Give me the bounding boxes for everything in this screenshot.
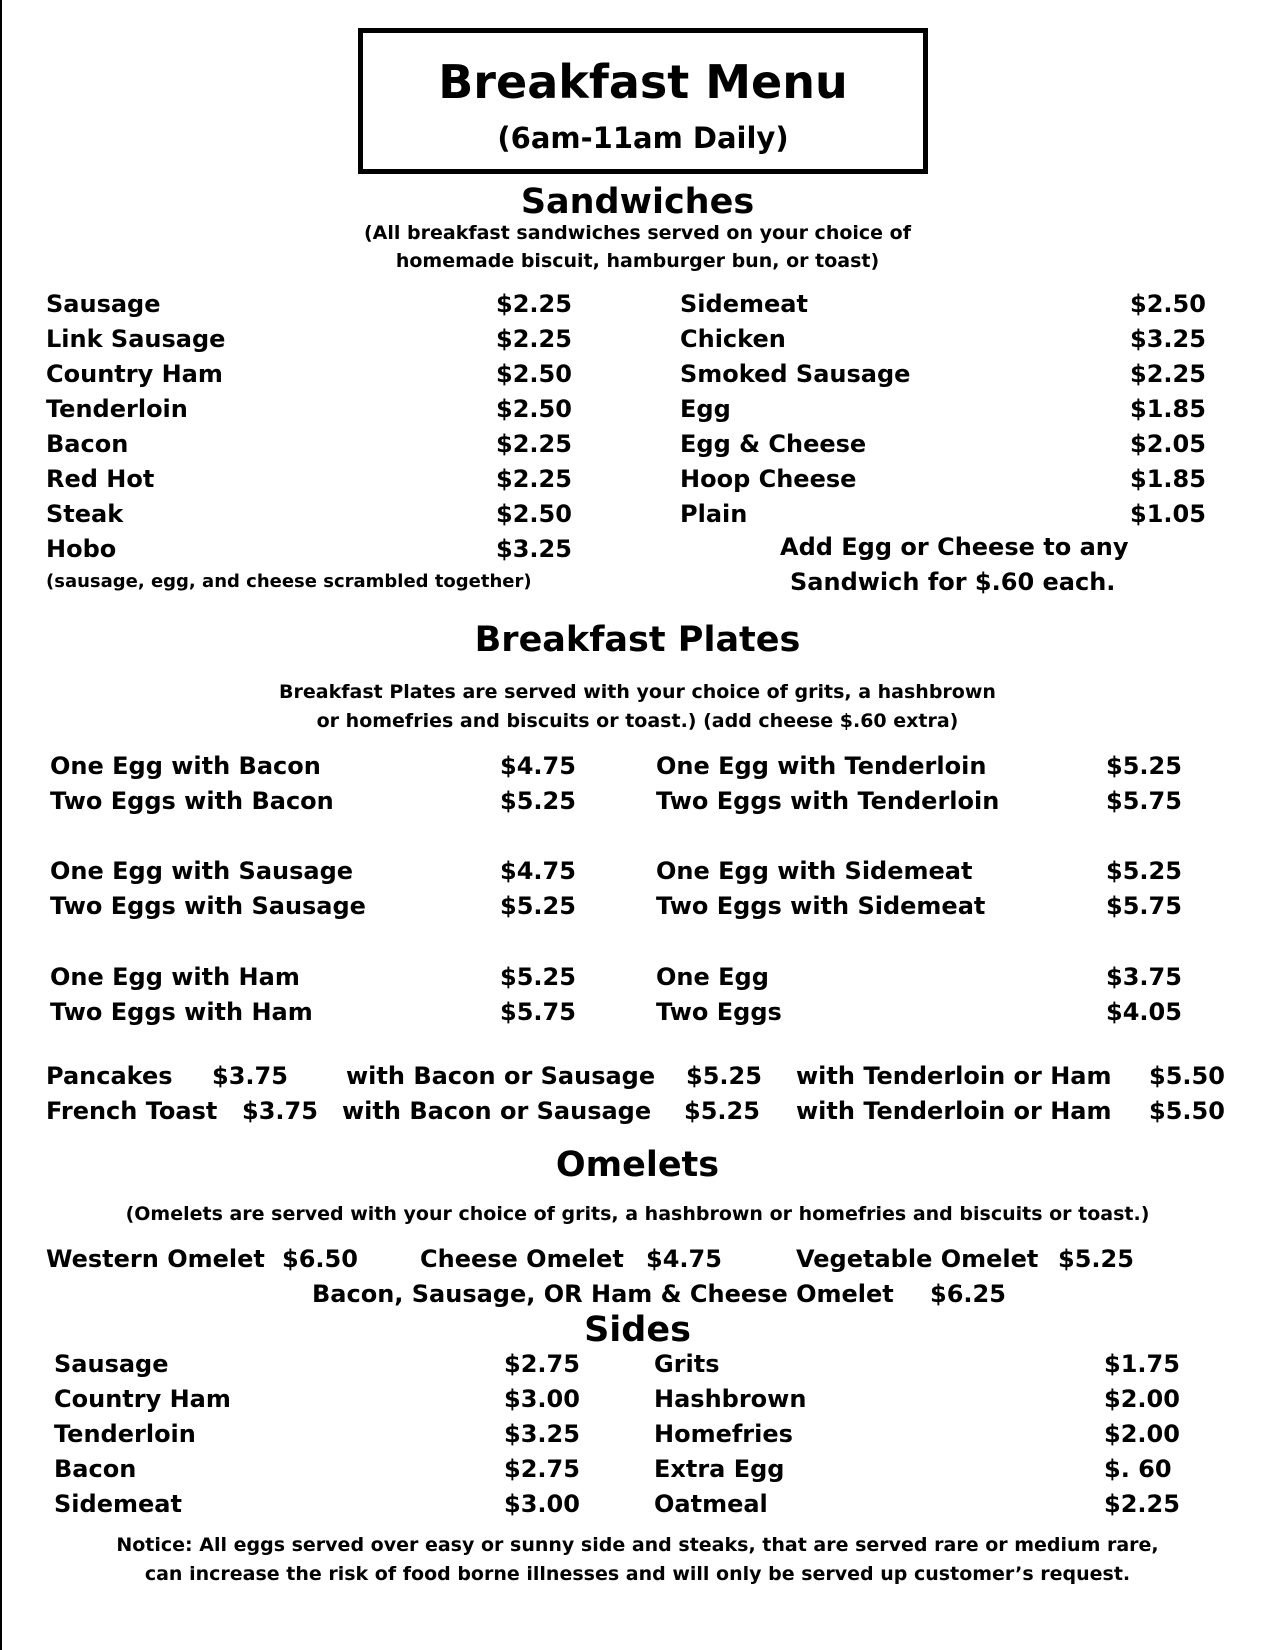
sandwich-price: $2.50 — [496, 360, 572, 388]
sandwich-name: Link Sausage — [46, 325, 226, 353]
side-name: Bacon — [54, 1455, 137, 1483]
plate-name: Two Eggs with Ham — [50, 998, 313, 1026]
pancakes-option-1-price: $5.25 — [686, 1062, 762, 1090]
sandwich-price: $3.25 — [1130, 325, 1206, 353]
french-toast-name: French Toast — [46, 1097, 218, 1125]
french-toast-price: $3.75 — [242, 1097, 318, 1125]
sandwich-price: $2.25 — [1130, 360, 1206, 388]
french-toast-option-2-price: $5.50 — [1149, 1097, 1225, 1125]
plates-heading: Breakfast Plates — [474, 620, 801, 660]
omelet-name: Bacon, Sausage, OR Ham & Cheese Omelet — [312, 1280, 894, 1308]
side-name: Sausage — [54, 1350, 169, 1378]
sandwich-price: $1.85 — [1130, 465, 1206, 493]
sandwich-price: $2.50 — [496, 500, 572, 528]
omelet-price: $4.75 — [646, 1245, 722, 1273]
sandwiches-note-1: (All breakfast sandwiches served on your choice of — [364, 222, 911, 244]
title-box — [358, 28, 928, 174]
plate-name: One Egg with Ham — [50, 963, 300, 991]
omelet-name: Western Omelet — [46, 1245, 265, 1273]
plate-price: $5.25 — [1106, 752, 1182, 780]
french-toast-option-2: with Tenderloin or Ham — [796, 1097, 1112, 1125]
sandwich-price: $2.25 — [496, 325, 572, 353]
sandwich-price: $2.25 — [496, 290, 572, 318]
addon-note-1: Add Egg or Cheese to any — [780, 533, 1129, 561]
plate-name: Two Eggs with Tenderloin — [656, 787, 1000, 815]
sandwich-name: Hoop Cheese — [680, 465, 857, 493]
plate-name: Two Eggs with Bacon — [50, 787, 334, 815]
sandwich-name: Tenderloin — [46, 395, 188, 423]
sandwiches-note-2: homemade biscuit, hamburger bun, or toast) — [395, 250, 880, 272]
sides-heading: Sides — [584, 1310, 691, 1350]
pancakes-price: $3.75 — [212, 1062, 288, 1090]
pancakes-option-2: with Tenderloin or Ham — [796, 1062, 1112, 1090]
plate-price: $5.25 — [500, 892, 576, 920]
side-price: $2.00 — [1104, 1420, 1180, 1448]
plate-name: One Egg with Bacon — [50, 752, 321, 780]
omelet-price: $6.50 — [282, 1245, 358, 1273]
omelet-price: $6.25 — [930, 1280, 1006, 1308]
notice-line-2: can increase the risk of food borne illnesses and will only be served up customer’s request. — [144, 1563, 1131, 1585]
plate-price: $3.75 — [1106, 963, 1182, 991]
addon-note-2: Sandwich for $.60 each. — [790, 568, 1116, 596]
omelet-name: Vegetable Omelet — [796, 1245, 1039, 1273]
plate-price: $4.75 — [500, 857, 576, 885]
sandwich-price: $2.05 — [1130, 430, 1206, 458]
notice-line-1: Notice: All eggs served over easy or sunny side and steaks, that are served rare or medium rare, — [116, 1534, 1159, 1556]
sandwich-name: Country Ham — [46, 360, 223, 388]
hobo-note: (sausage, egg, and cheese scrambled together) — [46, 571, 532, 592]
side-price: $3.00 — [504, 1490, 580, 1518]
side-price: $2.25 — [1104, 1490, 1180, 1518]
omelet-price: $5.25 — [1058, 1245, 1134, 1273]
side-price: $2.00 — [1104, 1385, 1180, 1413]
french-toast-option-1: with Bacon or Sausage — [342, 1097, 652, 1125]
sandwich-price: $2.50 — [496, 395, 572, 423]
side-price: $1.75 — [1104, 1350, 1180, 1378]
side-name: Homefries — [654, 1420, 793, 1448]
sandwich-name: Egg & Cheese — [680, 430, 867, 458]
sandwich-name: Egg — [680, 395, 731, 423]
side-price: $2.75 — [504, 1350, 580, 1378]
side-price: $2.75 — [504, 1455, 580, 1483]
plate-name: One Egg with Sidemeat — [656, 857, 973, 885]
plates-note-2: or homefries and biscuits or toast.) (add cheese $.60 extra) — [316, 710, 959, 732]
side-name: Oatmeal — [654, 1490, 768, 1518]
omelets-note: (Omelets are served with your choice of grits, a hashbrown or homefries and biscuits or toast.) — [125, 1203, 1150, 1225]
plate-name: Two Eggs with Sausage — [50, 892, 366, 920]
menu-hours: (6am-11am Daily) — [497, 121, 789, 155]
plates-note-1: Breakfast Plates are served with your choice of grits, a hashbrown — [279, 681, 996, 703]
plate-price: $5.75 — [1106, 787, 1182, 815]
plate-name: Two Eggs — [656, 998, 782, 1026]
sandwich-price: $1.85 — [1130, 395, 1206, 423]
pancakes-name: Pancakes — [46, 1062, 173, 1090]
plate-name: One Egg — [656, 963, 769, 991]
sandwich-name: Bacon — [46, 430, 129, 458]
sandwich-name: Red Hot — [46, 465, 155, 493]
sandwich-price: $2.25 — [496, 465, 572, 493]
sandwich-price: $3.25 — [496, 535, 572, 563]
sandwich-price: $2.25 — [496, 430, 572, 458]
plate-price: $5.25 — [500, 787, 576, 815]
sandwich-name: Sausage — [46, 290, 161, 318]
pancakes-option-1: with Bacon or Sausage — [346, 1062, 656, 1090]
menu-title: Breakfast Menu — [438, 55, 848, 109]
french-toast-option-1-price: $5.25 — [684, 1097, 760, 1125]
sandwich-name: Chicken — [680, 325, 786, 353]
side-name: Tenderloin — [54, 1420, 196, 1448]
sandwich-name: Smoked Sausage — [680, 360, 911, 388]
omelet-name: Cheese Omelet — [420, 1245, 624, 1273]
side-price: $3.00 — [504, 1385, 580, 1413]
sandwich-name: Steak — [46, 500, 124, 528]
sandwich-name: Plain — [680, 500, 748, 528]
plate-price: $5.75 — [500, 998, 576, 1026]
plate-name: Two Eggs with Sidemeat — [656, 892, 986, 920]
sandwich-name: Sidemeat — [680, 290, 808, 318]
side-name: Sidemeat — [54, 1490, 182, 1518]
sandwich-price: $2.50 — [1130, 290, 1206, 318]
side-name: Country Ham — [54, 1385, 231, 1413]
plate-name: One Egg with Sausage — [50, 857, 354, 885]
side-name: Hashbrown — [654, 1385, 807, 1413]
side-price: $3.25 — [504, 1420, 580, 1448]
plate-price: $5.75 — [1106, 892, 1182, 920]
sandwiches-heading: Sandwiches — [520, 182, 755, 222]
plate-price: $5.25 — [1106, 857, 1182, 885]
sandwich-price: $1.05 — [1130, 500, 1206, 528]
sandwich-name: Hobo — [46, 535, 117, 563]
page-left-border — [0, 0, 2, 1650]
side-name: Grits — [654, 1350, 720, 1378]
side-name: Extra Egg — [654, 1455, 785, 1483]
side-price: $. 60 — [1104, 1455, 1172, 1483]
plate-price: $4.05 — [1106, 998, 1182, 1026]
plate-price: $5.25 — [500, 963, 576, 991]
pancakes-option-2-price: $5.50 — [1149, 1062, 1225, 1090]
omelets-heading: Omelets — [555, 1145, 720, 1185]
plate-price: $4.75 — [500, 752, 576, 780]
plate-name: One Egg with Tenderloin — [656, 752, 987, 780]
